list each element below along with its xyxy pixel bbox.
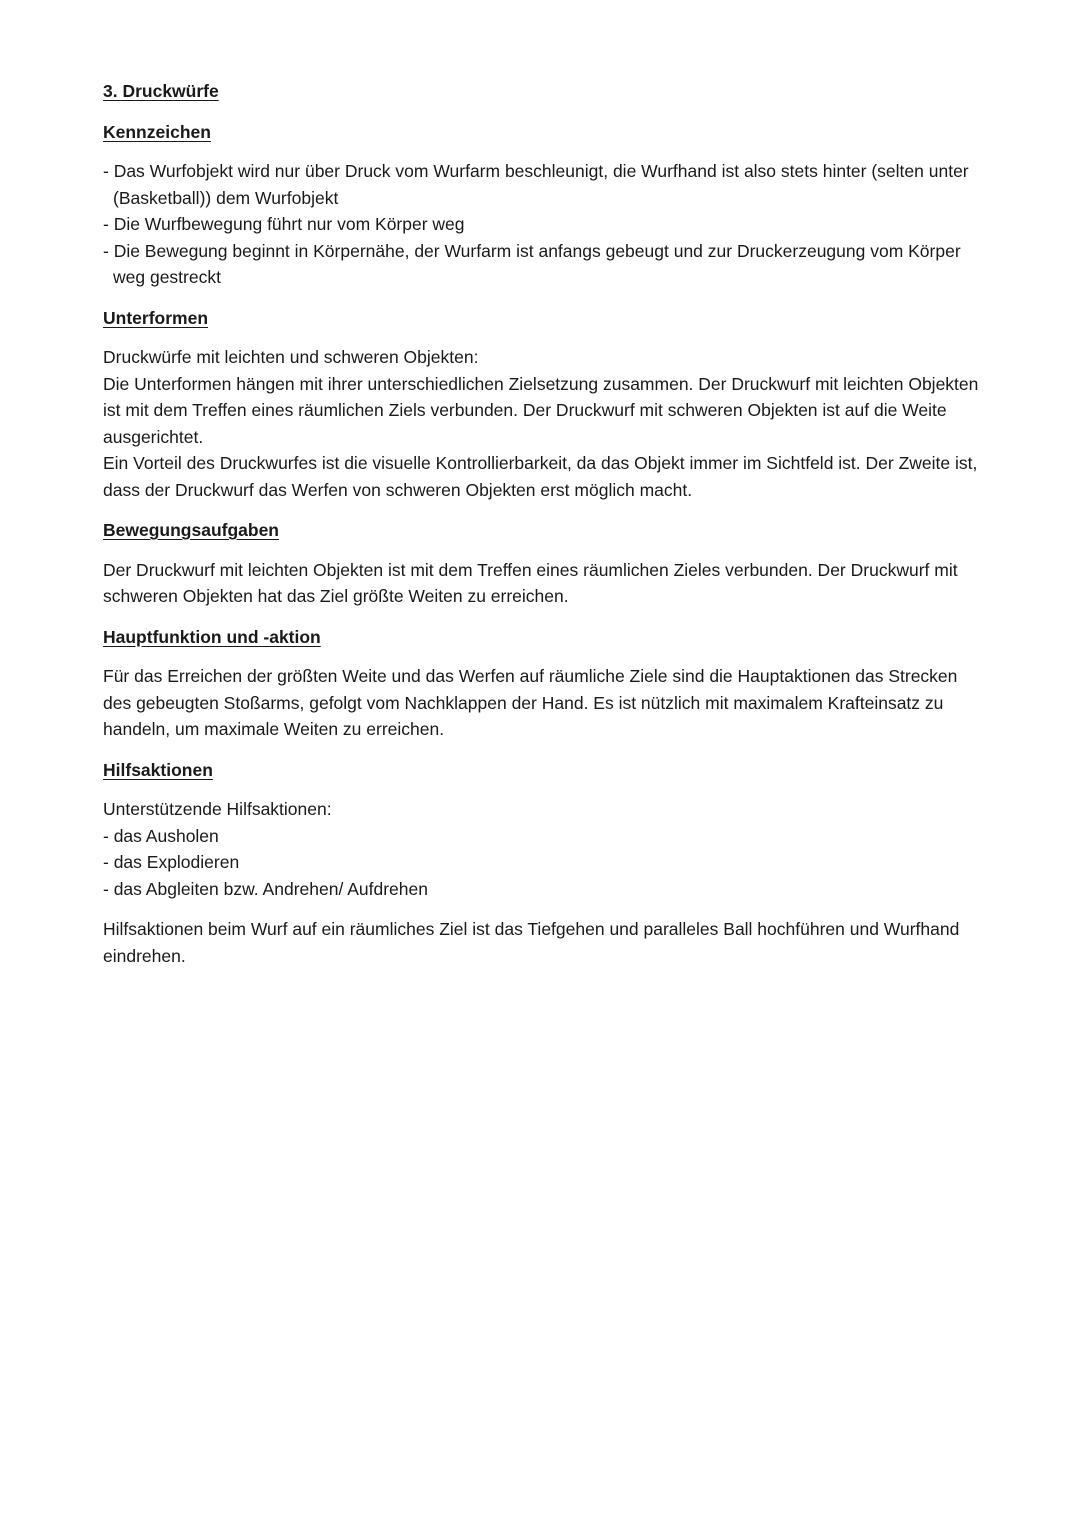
bewegungsaufgaben-paragraph: Der Druckwurf mit leichten Objekten ist mit dem Treffen eines räumlichen Zieles verbunden. Der Druckwurf mit schweren Objekten hat das Ziel größte Weiten zu erreichen. xyxy=(103,559,958,606)
unterformen-line: Ein Vorteil des Druckwurfes ist die visuelle Kontrollierbarkeit, da das Objekt immer im Sichtfeld ist. Der Zweite ist, dass der Druckwurf das Werfen von schweren Objekten erst möglich macht. xyxy=(103,453,978,500)
heading-unterformen: Unterformen xyxy=(103,307,209,328)
unterformen-line: Druckwürfe mit leichten und schweren Objekten: xyxy=(103,347,479,367)
heading-hauptfunktion: Hauptfunktion und -aktion xyxy=(103,626,321,647)
hauptfunktion-paragraph: Für das Erreichen der größten Weite und das Werfen auf räumliche Ziele sind die Hauptaktionen das Strecken des gebeugten Stoßarms, gefolgt vom Nachklappen der Hand. Es ist nützlich mit maximalem Krafteinsatz zu handeln, um maximale Weiten zu erreichen. xyxy=(103,666,958,739)
kennzeichen-list xyxy=(103,158,983,291)
heading-hilfsaktionen: Hilfsaktionen xyxy=(103,759,213,780)
document-page xyxy=(103,78,983,983)
hilfsaktionen-item: - das Explodieren xyxy=(103,852,240,872)
document-title: 3. Druckwürfe xyxy=(103,81,219,101)
hilfsaktionen-list xyxy=(103,796,983,902)
unterformen-paragraph xyxy=(103,344,983,503)
heading-kennzeichen: Kennzeichen xyxy=(103,121,211,142)
kennzeichen-item: - Die Wurfbewegung führt nur vom Körper weg xyxy=(103,214,465,234)
heading-bewegungsaufgaben: Bewegungsaufgaben xyxy=(103,520,279,540)
kennzeichen-item: - Die Bewegung beginnt in Körpernähe, der Wurfarm ist anfangs gebeugt und zur Druckerzeugung vom Körper weg gestreckt xyxy=(103,240,961,287)
hilfsaktionen-item: - das Ausholen xyxy=(103,825,219,846)
hilfsaktionen-item: - das Abgleiten bzw. Andrehen/ Aufdrehen xyxy=(103,878,428,899)
hilfsaktionen-closing: Hilfsaktionen beim Wurf auf ein räumliches Ziel ist das Tiefgehen und paralleles Ball hochführen und Wurfhand eindrehen. xyxy=(103,919,960,966)
hilfsaktionen-intro: Unterstützende Hilfsaktionen: xyxy=(103,799,332,819)
unterformen-line: Die Unterformen hängen mit ihrer unterschiedlichen Zielsetzung zusammen. Der Druckwurf mit leichten Objekten ist mit dem Treffen eines räumlichen Ziels verbunden. Der Druckwurf mit schweren Objekten ist auf die Weite ausgerichtet. xyxy=(103,373,979,447)
kennzeichen-item: - Das Wurfobjekt wird nur über Druck vom Wurfarm beschleunigt, die Wurfhand ist also stets hinter (selten unter (Basketball)) dem Wurfobjekt xyxy=(103,161,969,208)
